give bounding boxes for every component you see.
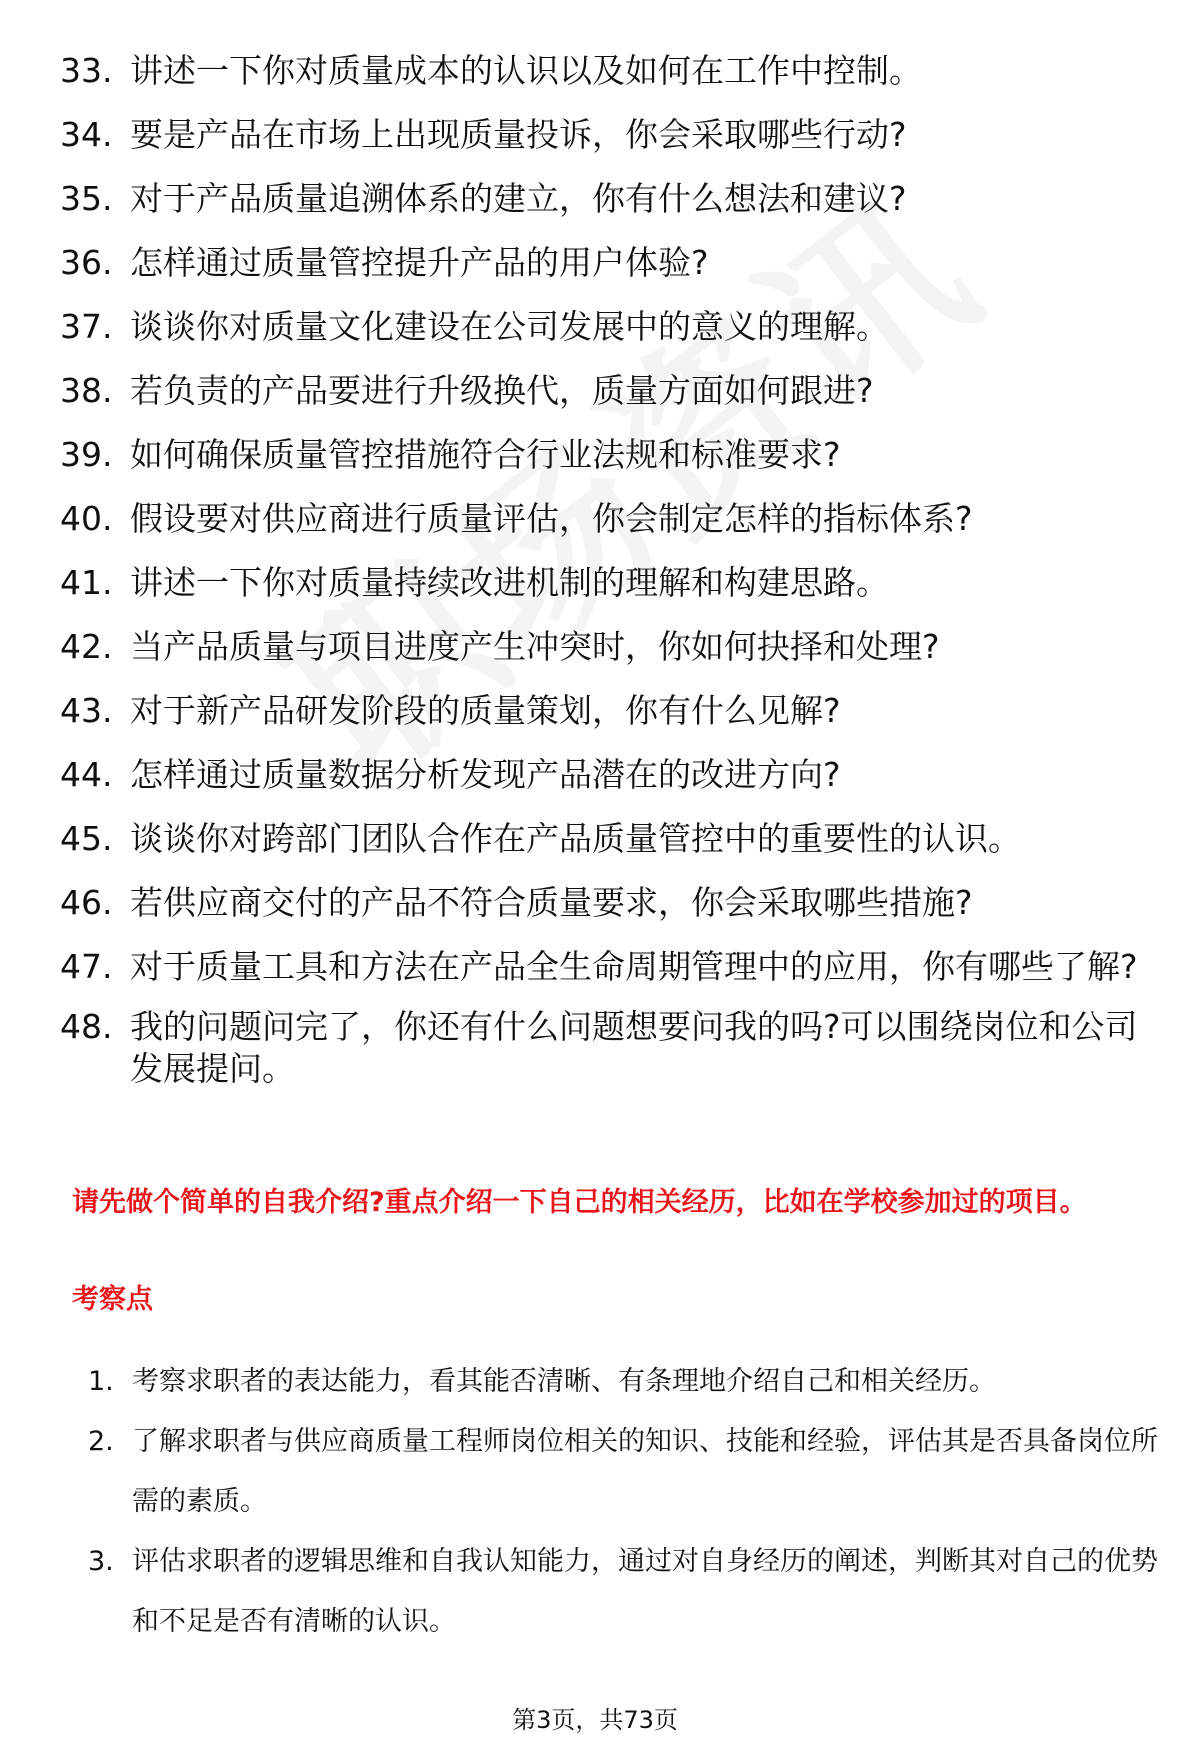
question-number: 46. xyxy=(60,883,113,922)
list-item xyxy=(60,370,1150,412)
list-item xyxy=(60,946,1150,988)
point-text: 评估求职者的逻辑思维和自我认知能力，通过对自身经历的阐述，判断其对自己的优势和不足是否有清晰的认识。 xyxy=(132,1546,1158,1637)
point-number: 1. xyxy=(88,1366,114,1397)
question-text: 如何确保质量管控措施符合行业法规和标准要求? xyxy=(130,435,841,474)
list-item xyxy=(60,562,1150,604)
list-item xyxy=(88,1532,1158,1652)
list-item xyxy=(60,626,1150,668)
question-text: 怎样通过质量数据分析发现产品潜在的改进方向? xyxy=(130,755,841,794)
question-number: 34. xyxy=(60,115,113,154)
list-item xyxy=(60,306,1150,348)
point-number: 2. xyxy=(88,1426,114,1457)
question-number: 40. xyxy=(60,499,113,538)
point-text: 考察求职者的表达能力，看其能否清晰、有条理地介绍自己和相关经历。 xyxy=(132,1366,996,1397)
page-footer: 第3页，共73页 xyxy=(512,1706,678,1734)
question-number: 47. xyxy=(60,947,113,986)
question-list xyxy=(60,50,1150,1108)
list-item xyxy=(60,242,1150,284)
question-number: 41. xyxy=(60,563,113,602)
list-item xyxy=(60,498,1150,540)
question-number: 42. xyxy=(60,627,113,666)
question-number: 38. xyxy=(60,371,113,410)
question-text: 讲述一下你对质量持续改进机制的理解和构建思路。 xyxy=(130,563,889,602)
question-number: 37. xyxy=(60,307,113,346)
question-number: 45. xyxy=(60,819,113,858)
list-item xyxy=(60,882,1150,924)
list-item xyxy=(60,1006,1150,1090)
question-text: 若负责的产品要进行升级换代，质量方面如何跟进? xyxy=(130,371,874,410)
assessment-points-heading: 考察点 xyxy=(72,1284,153,1315)
question-text: 假设要对供应商进行质量评估，你会制定怎样的指标体系? xyxy=(130,499,973,538)
question-number: 48. xyxy=(60,1007,113,1046)
question-number: 39. xyxy=(60,435,113,474)
question-number: 43. xyxy=(60,691,113,730)
question-text: 要是产品在市场上出现质量投诉，你会采取哪些行动? xyxy=(130,115,907,154)
point-number: 3. xyxy=(88,1546,114,1577)
assessment-points-list xyxy=(88,1352,1158,1652)
section-question-title: 请先做个简单的自我介绍?重点介绍一下自己的相关经历，比如在学校参加过的项目。 xyxy=(72,1187,1087,1218)
list-item xyxy=(60,178,1150,220)
question-text: 我的问题问完了，你还有什么问题想要问我的吗?可以围绕岗位和公司发展提问。 xyxy=(130,1007,1138,1088)
list-item xyxy=(60,50,1150,92)
question-text: 怎样通过质量管控提升产品的用户体验? xyxy=(130,243,709,282)
question-text: 对于质量工具和方法在产品全生命周期管理中的应用，你有哪些了解? xyxy=(130,947,1138,986)
question-number: 35. xyxy=(60,179,113,218)
question-text: 当产品质量与项目进度产生冲突时，你如何抉择和处理? xyxy=(130,627,940,666)
list-item xyxy=(60,114,1150,156)
question-text: 若供应商交付的产品不符合质量要求，你会采取哪些措施? xyxy=(130,883,973,922)
question-text: 对于产品质量追溯体系的建立，你有什么想法和建议? xyxy=(130,179,907,218)
list-item xyxy=(60,690,1150,732)
list-item xyxy=(60,818,1150,860)
question-number: 44. xyxy=(60,755,113,794)
list-item xyxy=(60,754,1150,796)
question-number: 33. xyxy=(60,51,113,90)
list-item xyxy=(88,1352,1158,1412)
list-item xyxy=(88,1412,1158,1532)
point-text: 了解求职者与供应商质量工程师岗位相关的知识、技能和经验，评估其是否具备岗位所需的素质。 xyxy=(132,1426,1158,1517)
question-text: 谈谈你对质量文化建设在公司发展中的意义的理解。 xyxy=(130,307,889,346)
question-text: 对于新产品研发阶段的质量策划，你有什么见解? xyxy=(130,691,841,730)
question-number: 36. xyxy=(60,243,113,282)
list-item xyxy=(60,434,1150,476)
question-text: 讲述一下你对质量成本的认识以及如何在工作中控制。 xyxy=(130,51,922,90)
question-text: 谈谈你对跨部门团队合作在产品质量管控中的重要性的认识。 xyxy=(130,819,1021,858)
